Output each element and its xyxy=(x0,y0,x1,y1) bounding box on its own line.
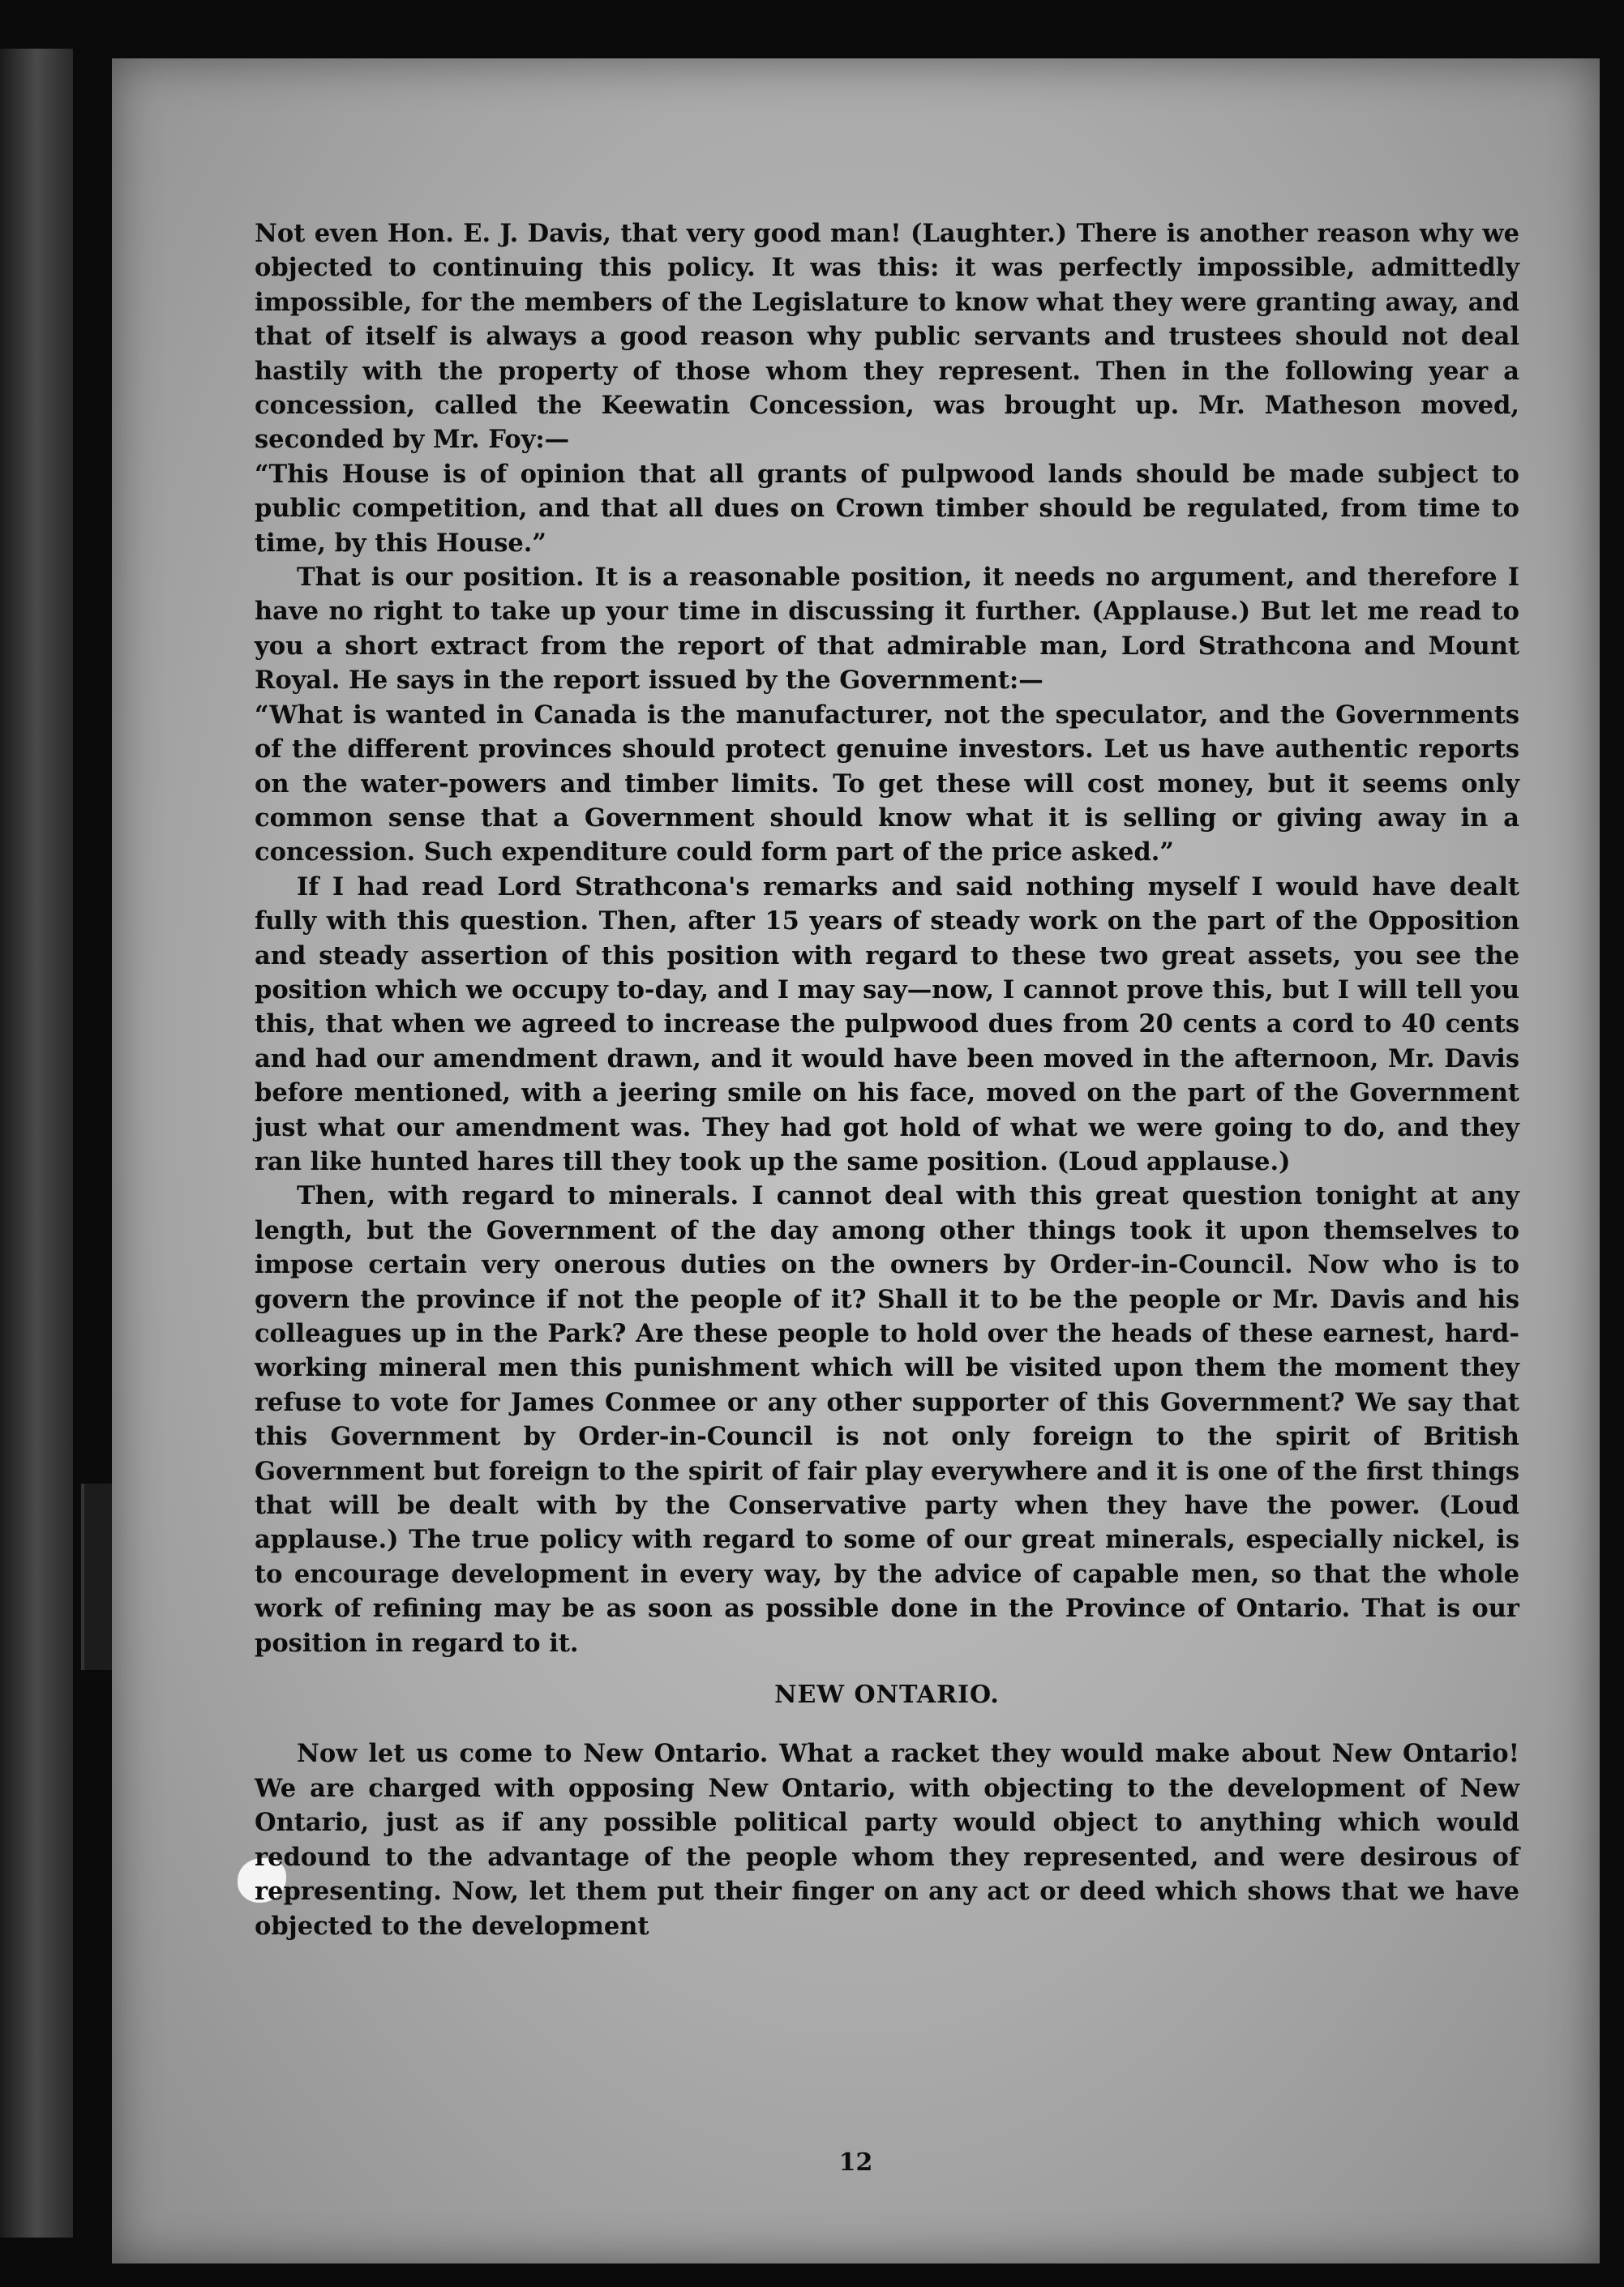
facing-page-edge xyxy=(0,49,73,2238)
section-heading: NEW ONTARIO. xyxy=(774,1681,1000,1710)
quote-strathcona: “What is wanted in Canada is the manufacturer, not the speculator, and the Governments of the different provinces should protect genuine investors. Let us have authentic reports on the water-powers and timber limits. To get these will cost money, but it seems only common sense that a Government should know what it is selling or giving away in a concession. Such expenditure could form part of the price asked.” xyxy=(255,700,1519,867)
body-text xyxy=(255,216,1519,1943)
page-number: 12 xyxy=(838,2148,873,2177)
paragraph-3: If I had read Lord Strathcona's remarks and said nothing myself I would have dealt fully with this question. Then, after 15 years of steady work on the part of the Opposition and steady assertion of this position with regard to these two great assets, you see the position which we occupy to-day, and I may say—now, I cannot prove this, but I will tell you this, that when we agreed to increase the pulpwood dues from 20 cents a cord to 40 cents and had our amendment drawn, and it would have been moved in the afternoon, Mr. Davis before mentioned, with a jeering smile on his face, moved on the part of the Government just what our amendment was. They had got hold of what we were going to do, and they ran like hunted hares till they took up the same position. (Loud applause.) xyxy=(255,872,1519,1176)
paragraph-2: That is our position. It is a reasonable position, it needs no argument, and therefore I have no right to take up your time in discussing it further. (Applause.) But let me read to you a short extract from the report of that admirable man, Lord Strathcona and Mount Royal. He says in the report issued by the Government:— xyxy=(255,563,1519,696)
document-page xyxy=(112,58,1600,2263)
quote-resolution: “This House is of opinion that all grants of pulpwood lands should be made subject to public competition, and that all dues on Crown timber should be regulated, from time to time, by this House.” xyxy=(255,459,1519,558)
paragraph-4: Then, with regard to minerals. I cannot deal with this great question tonight at any length, but the Government of the day among other things took it upon themselves to impose certain very onerous duties on the owners by Order-in-Council. Now who is to govern the province if not the people of it? Shall it to be the people or Mr. Davis and his colleagues up in the Park? Are these people to hold over the heads of these earnest, hard-working mineral men this punishment which will be visited upon them the moment they refuse to vote for James Conmee or any other supporter of this Government? We say that this Government by Order-in-Council is not only foreign to the spirit of British Government but foreign to the spirit of fair play everywhere and it is one of the first things that will be dealt with by the Conservative party when they have the power. (Loud applause.) The true policy with regard to some of our great minerals, especially nickel, is to encourage development in every way, by the advice of capable men, so that the whole work of refining may be as soon as possible done in the Province of Ontario. That is our position in regard to it. xyxy=(255,1181,1519,1658)
binding-clip xyxy=(81,1484,114,1670)
paragraph-1: Not even Hon. E. J. Davis, that very good man! (Laughter.) There is another reason why we objected to continuing this policy. It was this: it was perfectly impossible, admittedly impossible, for the members of the Legislature to know what they were granting away, and that of itself is always a good reason why public servants and trustees should not deal hastily with the property of those whom they represent. Then in the following year a concession, called the Keewatin Concession, was brought up. Mr. Matheson moved, seconded by Mr. Foy:— xyxy=(255,219,1519,455)
paragraph-5: Now let us come to New Ontario. What a racket they would make about New Ontario! We are charged with opposing New Ontario, with objecting to the development of New Ontario, just as if any possible political party would object to anything which would redound to the advantage of the people whom they represented, and were desirous of representing. Now, let them put their finger on any act or deed which shows that we have objected to the development xyxy=(255,1739,1519,1941)
